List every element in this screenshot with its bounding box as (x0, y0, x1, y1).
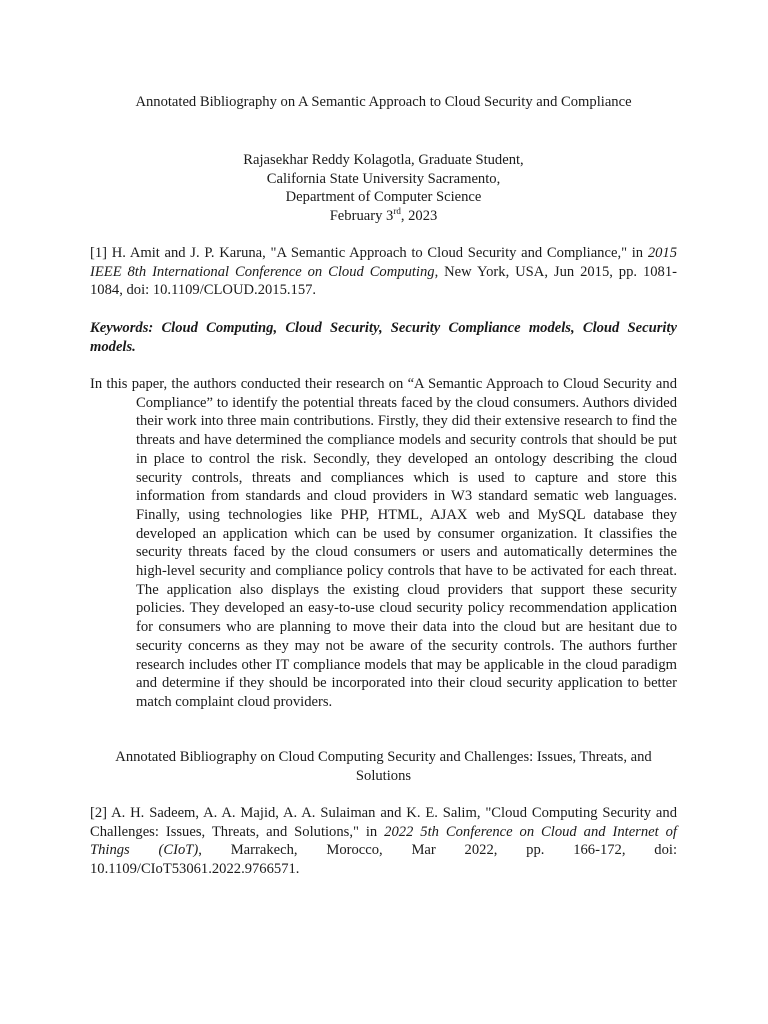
reference-1-venue: 2015 IEEE 8th International Conference on Cloud Computing (90, 245, 677, 280)
reference-2-tail: , Marrakech, Morocco, Mar 2022, pp. 166-172, doi: 10.1109/CIoT53061.2022.9766571. (90, 842, 677, 878)
annotation-paragraph: In this paper, the authors conducted their research on “A Semantic Approach to Cloud Security and Compliance” to identify the potential threats faced by the cloud consumers. Authors divided their work into three main contributions. Firstly, they did their extensive research to find the threats and have determined the compliance models and security controls that should be put in place to control the risk. Secondly, they developed an ontology describing the cloud security controls, threats and compliances which is used to capture and store this information from standards and cloud providers in W3 standard sematic web languages. Finally, using technologies like PHP, HTML, AJAX web and MySQL database they developed an application which can be used by consumer organization. It classifies the security threats faced by the cloud consumers or users and automatically determines the high-level security and compliance policy controls that have to be activated for each threat. The application also displays the existing cloud providers that support these security policies. They developed an easy-to-use cloud security policy recommendation application for consumers who are planning to move their data into the cloud but are hesitant due to security concerns as they may not be aware of the security controls. The authors further research includes other IT compliance models that may be applicable in the cloud paradigm and determine if they should be incorporated into their cloud security application to better match complaint cloud providers. (90, 376, 677, 710)
author-date (90, 207, 677, 226)
reference-2-lead: [2] A. H. Sadeem, A. A. Majid, A. A. Sulaiman and K. E. Salim, "Cloud Computing Security and Challenges: Issues, Threats, and Solutions," in (90, 805, 677, 840)
author-block (90, 151, 677, 226)
reference-1-tail: , New York, USA, Jun 2015, pp. 1081-1084, doi: 10.1109/CLOUD.2015.157. (90, 263, 678, 299)
date-prefix: February 3 (329, 208, 394, 225)
reference-1-lead: [1] H. Amit and J. P. Karuna, "A Semantic Approach to Cloud Security and Compliance," in (90, 245, 648, 261)
date-ordinal-suffix: rd (393, 206, 401, 217)
reference-2-venue: 2022 5th Conference on Cloud and Internet of Things (CIoT) (90, 823, 677, 859)
reference-2 (90, 804, 677, 879)
author-department: Department of Computer Science (285, 189, 482, 206)
keywords: Keywords: Cloud Computing, Cloud Security, Security Compliance models, Cloud Security models. (90, 320, 677, 355)
reference-1 (90, 244, 677, 300)
author-university: California State University Sacramento, (266, 170, 501, 187)
document-title-1: Annotated Bibliography on A Semantic Approach to Cloud Security and Compliance (135, 94, 632, 110)
document-title-2: Annotated Bibliography on Cloud Computing Security and Challenges: Issues, Threats, and Solutions (115, 749, 652, 784)
author-name: Rajasekhar Reddy Kolagotla, Graduate Student, (243, 152, 524, 168)
date-year: , 2023 (400, 208, 438, 225)
